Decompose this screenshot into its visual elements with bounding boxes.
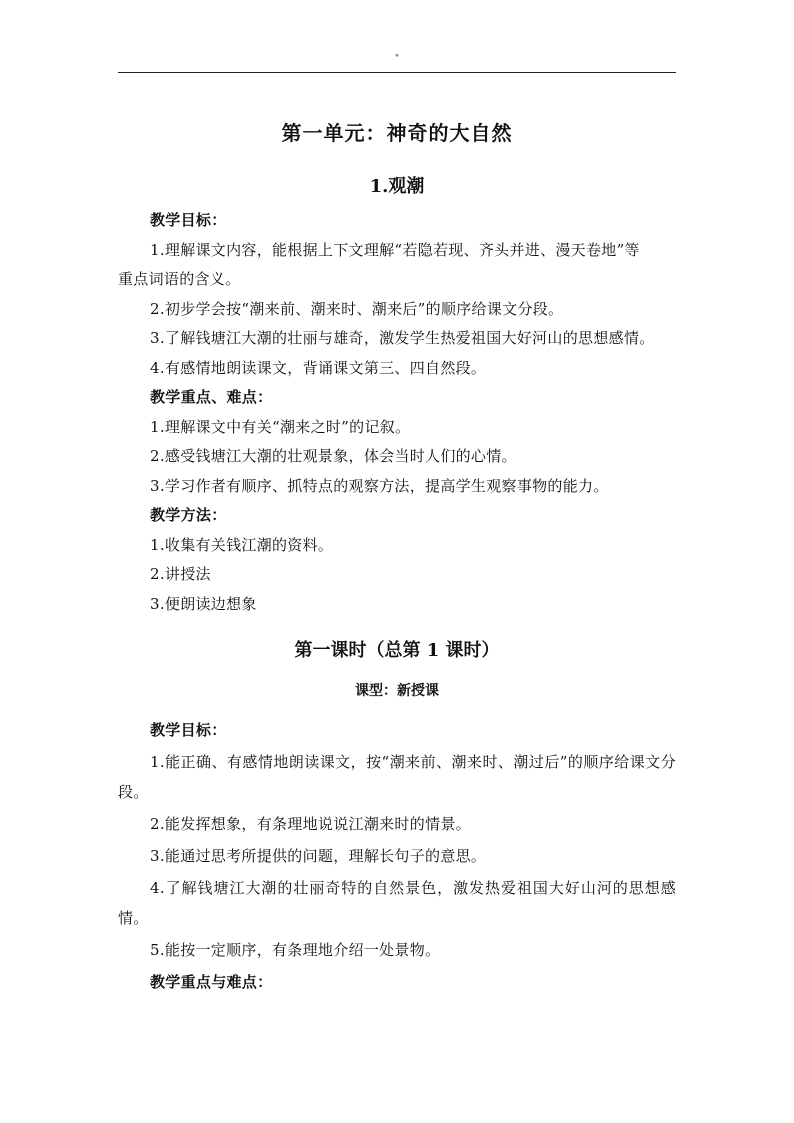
class-type: 课型：新授课 (355, 683, 439, 699)
period-objective-item: 3.能通过思考所提供的问题，理解长句子的意思。 (150, 847, 487, 865)
key-point-item: 2.感受钱塘江大潮的壮观景象，体会当时人们的心情。 (150, 447, 517, 465)
period-objective-item: 2.能发挥想象，有条理地说说江潮来时的情景。 (150, 815, 471, 833)
method-item: 1.收集有关钱江潮的资料。 (150, 535, 334, 554)
objective-item: 1.理解课文内容，能根据上下文理解“若隐若现、齐头并进、漫天卷地”等 (150, 240, 640, 259)
period-objective-item: 4.了解钱塘江大潮的壮丽奇特的自然景色，激发热爱祖国大好山河的思想感情。 (118, 879, 676, 927)
header-rule (118, 72, 676, 73)
lesson-title: 1.观潮 (369, 176, 425, 197)
objective-item: 3.了解钱塘江大潮的壮丽与雄奇，激发学生热爱祖国大好河山的思想感情。 (150, 329, 655, 347)
unit-title: 第一单元：神奇的大自然 (281, 121, 513, 145)
objective-item: 2.初步学会按“潮来前、潮来时、潮来后”的顺序给课文分段。 (150, 299, 564, 318)
objectives-heading: 教学目标： (150, 211, 227, 229)
period-key-points-heading: 教学重点与难点： (150, 973, 273, 991)
period-title: 第一课时（总第 1 课时） (294, 640, 500, 661)
key-point-item: 1.理解课文中有关“潮来之时”的记叙。 (150, 417, 411, 436)
period-objectives-section (118, 715, 676, 999)
objective-item-continuation: 重点词语的含义。 (118, 270, 241, 288)
key-point-item: 3.学习作者有顺序、抓特点的观察方法，提高学生观察事物的能力。 (150, 476, 609, 495)
period-objectives-heading: 教学目标： (150, 721, 227, 739)
key-points-heading: 教学重点、难点： (150, 388, 273, 406)
page-header-mark: " (394, 54, 400, 64)
period-objective-item: 1.能正确、有感情地朗读课文，按“潮来前、潮来时、潮过后”的顺序给课文分段。 (118, 753, 676, 801)
method-item: 3.便朗读边想象 (150, 594, 257, 613)
period-objective-item: 5.能按一定顺序，有条理地介绍一处景物。 (150, 941, 441, 959)
methods-heading: 教学方法： (150, 506, 227, 524)
objectives-section (118, 206, 676, 619)
method-item: 2.讲授法 (150, 565, 211, 583)
objective-item: 4.有感情地朗读课文，背诵课文第三、四自然段。 (150, 358, 487, 377)
